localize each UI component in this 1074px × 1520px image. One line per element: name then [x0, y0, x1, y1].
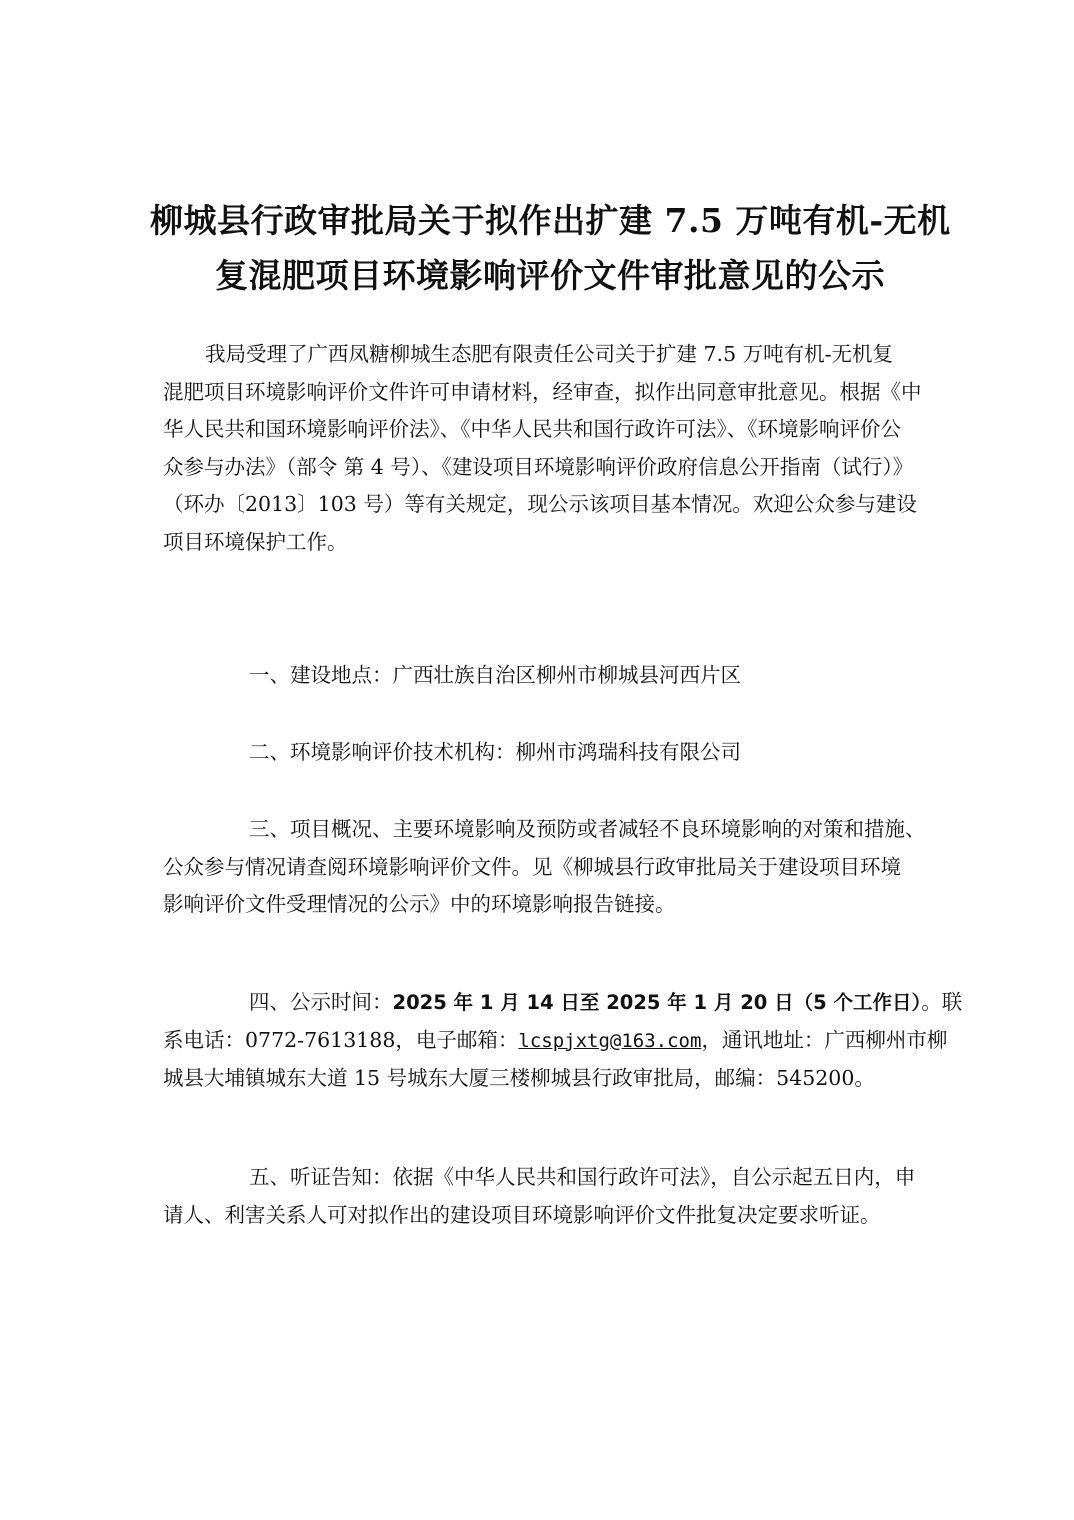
- intro-line: 项目环境保护工作。: [163, 529, 348, 554]
- contact-phone-text: 系电话：0772-7613188，电子邮箱：: [163, 1027, 519, 1052]
- title-line-1: 柳城县行政审批局关于拟作出扩建 7.5 万吨有机-无机: [150, 201, 951, 240]
- intro-line: 华人民共和国环境影响评价法》、《中华人民共和国行政许可法》、《环境影响评价公: [163, 417, 901, 441]
- intro-line: （环办〔2013〕103 号）等有关规定，现公示该项目基本情况。欢迎公众参与建设: [163, 492, 917, 516]
- item-hearing-notice: [163, 1159, 945, 1234]
- address-text: ，通讯地址：广西柳州市柳: [701, 1027, 948, 1052]
- item-3-line: 公众参与情况请查阅环境影响评价文件。见《柳城县行政审批局关于建设项目环境: [163, 854, 901, 879]
- item-4-line-1: [163, 984, 963, 1022]
- item-4-line-2: [163, 1022, 948, 1061]
- item-5-line: 五、听证告知：依据《中华人民共和国行政许可法》，自公示起五日内，申: [249, 1165, 916, 1189]
- publicity-dates: 2025 年 1 月 14 日至 2025 年 1 月 20 日（5 个工作日）: [392, 991, 922, 1014]
- intro-line: 我局受理了广西凤糖柳城生态肥有限责任公司关于扩建 7.5 万吨有机-无机复: [205, 342, 894, 366]
- item-3-line: 影响评价文件受理情况的公示》中的环境影响报告链接。: [163, 892, 676, 916]
- item-eia-agency: [163, 734, 945, 772]
- title-line-2: 复混肥项目环境影响评价文件审批意见的公示: [215, 256, 885, 295]
- intro-paragraph: [163, 336, 945, 561]
- item-3-line: 三、项目概况、主要环境影响及预防或者减轻不良环境影响的对策和措施、: [249, 817, 926, 841]
- item-4-prefix: 四、公示时间：: [249, 990, 393, 1014]
- item-4-suffix: 。联: [921, 990, 963, 1014]
- email-link[interactable]: lcspjxtg@163.com: [518, 1029, 702, 1052]
- item-project-overview: [163, 811, 945, 924]
- item-4-line-3: 城县大埔镇城东大道 15 号城东大厦三楼柳城县行政审批局，邮编：545200。: [163, 1066, 875, 1090]
- intro-line: 混肥项目环境影响评价文件许可申请材料，经审查，拟作出同意审批意见。根据《中: [163, 379, 922, 404]
- item-2-text: 二、环境影响评价技术机构：柳州市鸿瑞科技有限公司: [249, 740, 741, 764]
- intro-line: 众参与办法》（部令 第 4 号）、《建设项目环境影响评价政府信息公开指南（试行）》: [163, 454, 914, 479]
- item-construction-location: [163, 657, 945, 695]
- item-5-line: 请人、利害关系人可对拟作出的建设项目环境影响评价文件批复决定要求听证。: [163, 1202, 881, 1227]
- document-title: [150, 193, 950, 303]
- item-publicity-period: [163, 984, 963, 1098]
- item-1-text: 一、建设地点：广西壮族自治区柳州市柳城县河西片区: [249, 663, 741, 687]
